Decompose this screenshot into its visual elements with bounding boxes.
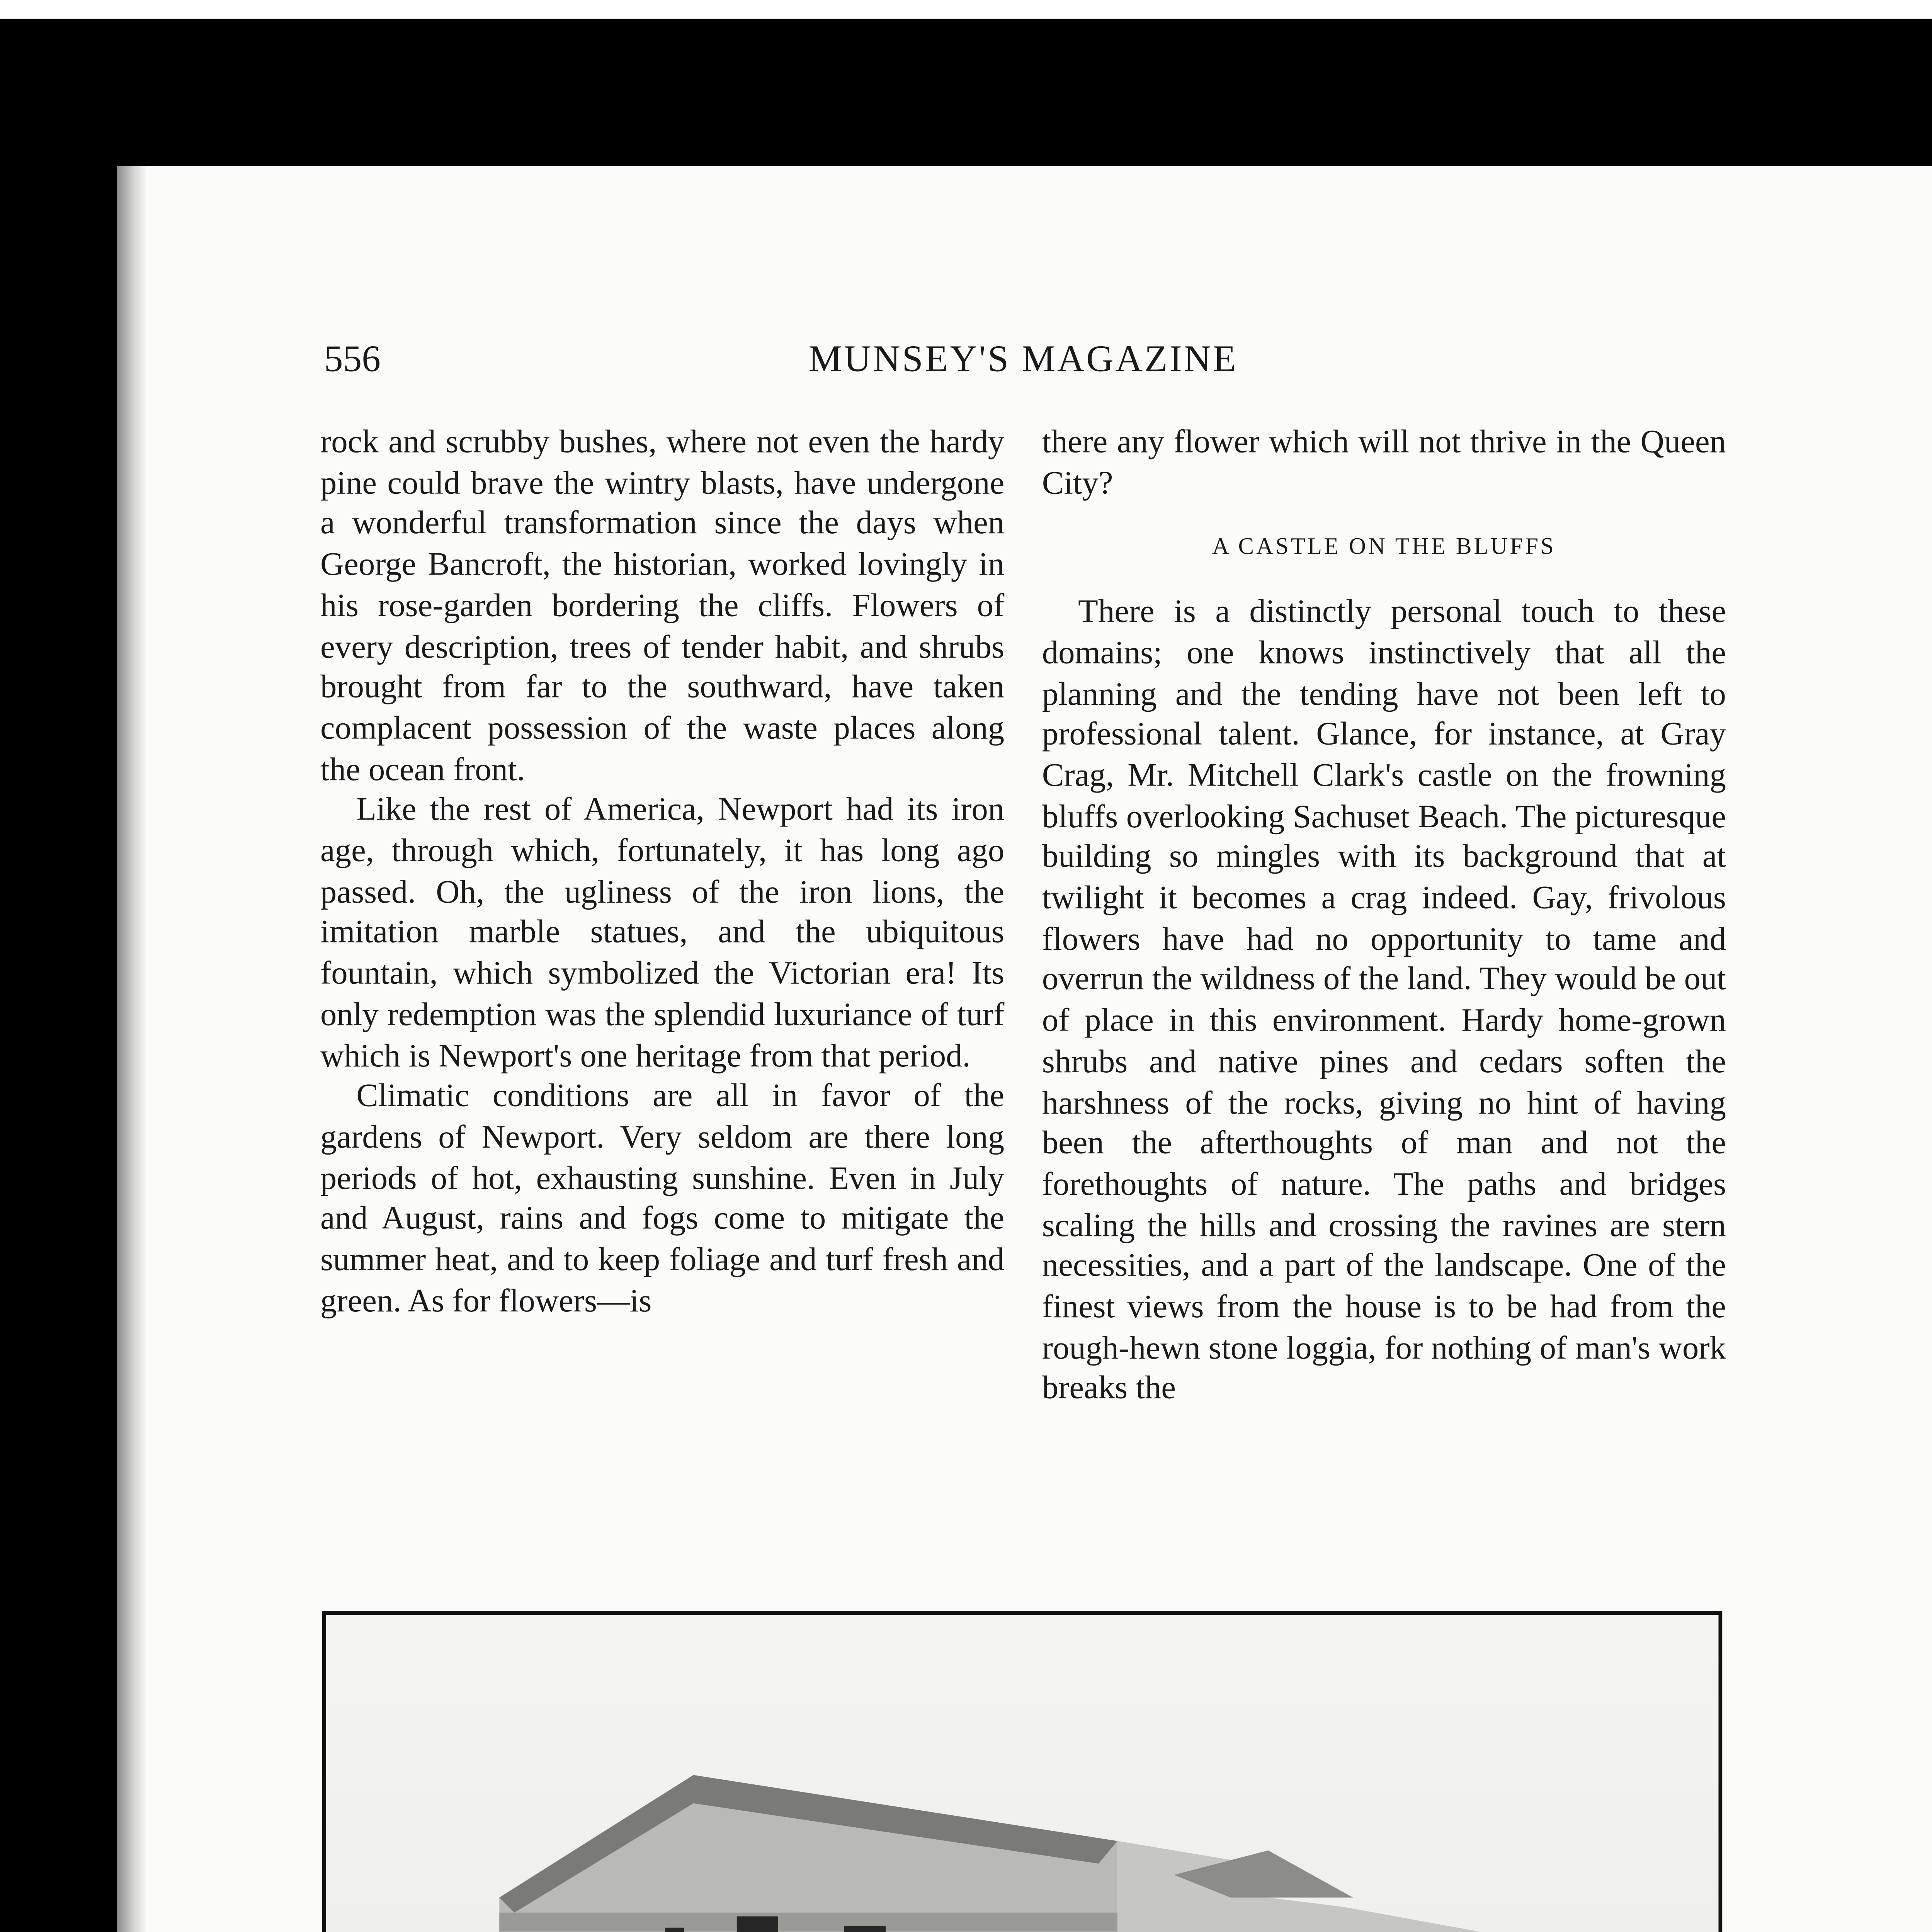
mansion-photo-illustration [326,1615,1719,1932]
running-title: MUNSEY'S MAGAZINE [808,339,1238,381]
binding-gutter [117,166,147,1932]
photograph-the-elms [322,1611,1722,1932]
paragraph-continuation: there any flower which will not thrive in the Queen City? [1042,422,1726,501]
paragraph: rock and scrubby bushes, where not even the hardy pine could brave the wintry blasts, have undergone a wonderful transformation since the days when George Bancroft, the historian, worked lovingly in his rose-garden bordering the cliffs. Flowers of every description, trees of tender habit, and shrubs brought from far to the southward, have taken complacent possession of the waste places along the ocean front. [320,422,1005,787]
page-number: 556 [324,339,381,381]
right-column [1042,422,1726,1410]
section-heading: A CASTLE ON THE BLUFFS [1212,534,1556,561]
paragraph: There is a distinctly personal touch to these domains; one knows instinctively that all the planning and the tending have not been left to professional talent. Glance, for instance, at Gray Crag, Mr. Mitchell Clark's castle on the frowning bluffs overlooking Sachuset Beach. The picturesque building so mingles with its background that at twilight it becomes a crag indeed. Gay, frivolous flowers have had no opportunity to tame and overrun the wildness of the land. They would be out of place in this environment. Hardy home-grown shrubs and native pines and cedars soften the harshness of the rocks, giving no hint of having been the afterthoughts of man and not the forethoughts of nature. The paths and bridges scaling the hills and crossing the ravines are stern necessities, and a part of the landscape. One of the finest views from the house is to be had from the rough-hewn stone loggia, for nothing of man's work breaks the [1042,592,1726,1407]
left-column [320,422,1004,1321]
top-margin [0,0,1932,19]
paragraph: Climatic conditions are all in favor of the gardens of Newport. Very seldom are there long periods of hot, exhausting sunshine. Even in July and August, rains and fogs come to mitigate the summer heat, and to keep foliage and turf fresh and green. As for flowers—is [320,1076,1005,1319]
paragraph: Like the rest of America, Newport had its iron age, through which, fortunately, it has long ago passed. Oh, the ugliness of the iron lions, the imitation marble statues, and the ubiquitous fountain, which symbolized the Victorian era! Its only redemption was the splendid luxuriance of turf which is Newport's one heritage from that period. [320,790,1005,1073]
page-header [324,339,1722,388]
